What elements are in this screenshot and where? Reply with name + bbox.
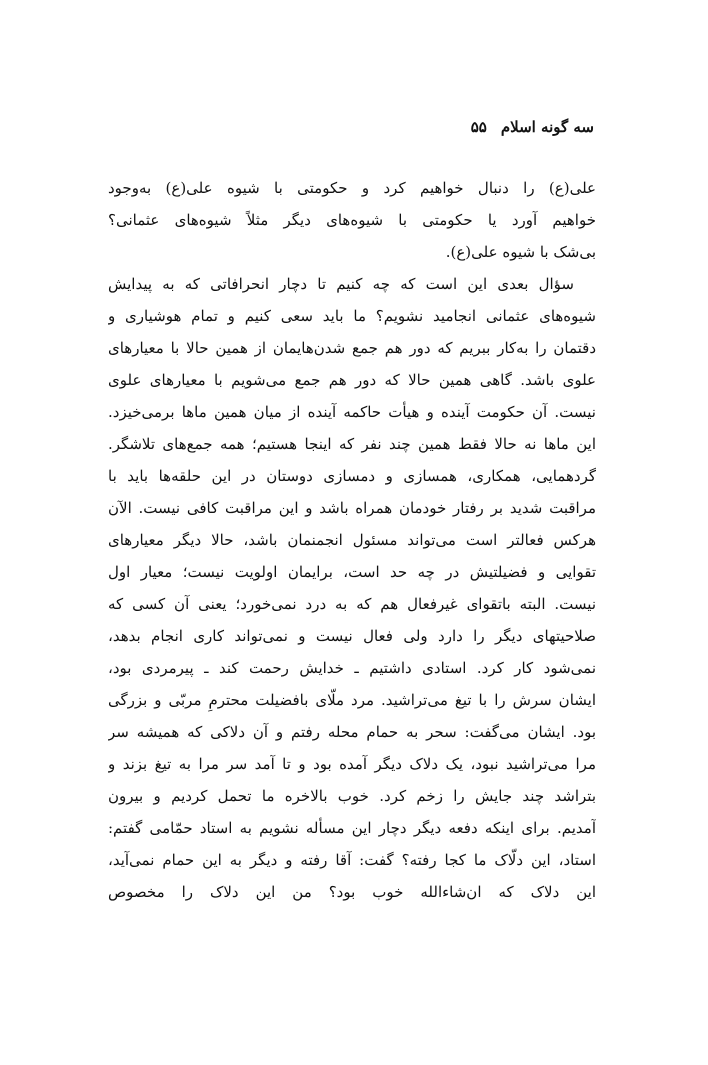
text-line: نیست. البته باتقوای غیرفعال هم که به درد نمی‌خورد؛ یعنی آن کسی که <box>108 595 596 613</box>
text-line: تقوایی و فضیلتیش در چه حد است، برایمان اولویت نیست؛ معیار اول <box>108 563 596 581</box>
text-line: دقتمان را به‌کار ببریم که دور هم جمع شدن‌هایمان از همین حالا با معیارهای <box>108 339 596 357</box>
text-line: علوی باشد. گاهی همین حالا که دور هم جمع می‌شویم با معیارهای علوی <box>108 371 596 389</box>
text-line: استاد، این دلّاک ما کجا رفته؟ گفت: آقا رفته و دیگر به این حمام نمی‌آید، <box>108 851 596 869</box>
text-line: نیست. آن حکومت آینده و هیأت حاکمه آینده از میان همین ماها برمی‌خیزد. <box>108 403 596 421</box>
text-line: شیوه‌های عثمانی انجامید نشویم؟ ما باید سعی کنیم و تمام هوشیاری و <box>108 307 596 325</box>
text-line: بتراشد چند جایش را زخم کرد. خوب بالاخره ما تحمل کردیم و بیرون <box>108 787 596 805</box>
text-line: بی‌شک با شیوه علی(ع). <box>445 243 596 261</box>
text-line: سؤال بعدی این است که چه کنیم تا دچار انحرافاتی که به پیدایش <box>108 275 574 293</box>
text-line: علی(ع) را دنبال خواهیم کرد و حکومتی با شیوه علی(ع) بەوجود <box>108 179 596 197</box>
text-line: مرا می‌تراشید نبود، یک دلاک دیگر آمده بود و تا آمد سر مرا به تیغ بزند و <box>108 755 596 773</box>
text-line: صلاحیتهای دیگر را دارد ولی فعال نیست و نمی‌تواند کاری انجام بدهد، <box>108 627 596 645</box>
page-number: ۵۵ <box>470 118 487 136</box>
text-line: بود. ایشان می‌گفت: سحر به حمام محله رفتم و آن دلاکی که همیشه سر <box>108 723 596 741</box>
body-text <box>108 172 596 908</box>
text-line: ایشان سرش را با تیغ می‌تراشید. مرد ملّای بافضیلت محترمِ مربّی و بزرگی <box>108 691 596 709</box>
text-line: نمی‌شود کار کرد. استادی داشتیم ـ خدایش رحمت کند ـ پیرمردی بود، <box>108 659 596 677</box>
text-line: این دلاک که ان‌شاءالله خوب بود؟ من این دلاک را مخصوص <box>108 883 596 901</box>
text-line: مراقبت شدید بر رفتار خودمان همراه باشد و این مراقبت کافی نیست. الآن <box>108 499 596 517</box>
text-line: آمدیم. برای اینکه دفعه دیگر دچار این مسأله نشویم به استاد حمّامی گفتم: <box>108 819 596 837</box>
running-title: سه گونه اسلام <box>500 118 594 136</box>
text-line: این ماها نه حالا فقط همین چند نفر که اینجا هستیم؛ همه جمع‌های تلاشگر. <box>108 435 596 453</box>
running-header <box>471 118 594 136</box>
text-line: خواهیم آورد یا حکومتی با شیوه‌های دیگر مثلاً شیوه‌های عثمانی؟ <box>108 211 596 229</box>
text-line: گردهمایی، همکاری، همسازی و دمسازی دوستان در این حلقه‌ها باید با <box>108 467 596 485</box>
text-line: هرکس فعالتر است می‌تواند مسئول انجمنمان باشد، حالا دیگر معیارهای <box>108 531 596 549</box>
